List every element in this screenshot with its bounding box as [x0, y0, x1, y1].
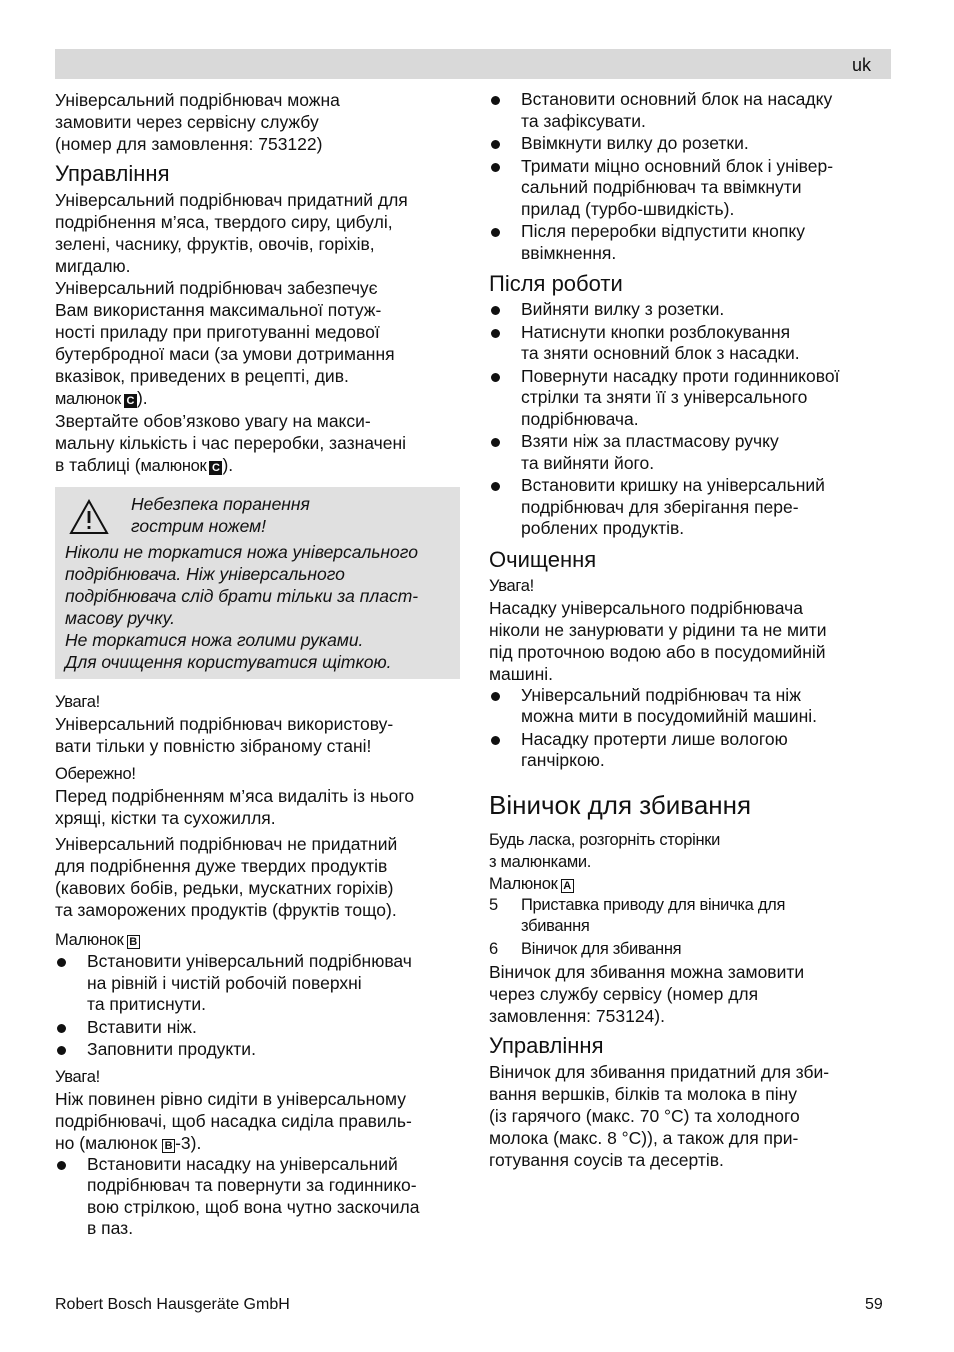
careful-text-2: Універсальний подрібнювач не придатний для подрібнення дуже твердих продуктів (кавових бобів, редьки, мускатних горіхів) та заморожених продуктів (фруктів тощо).: [55, 834, 398, 920]
figure-a-badge: A: [561, 879, 574, 893]
heading-control-2: Управління: [489, 1033, 604, 1058]
steps-clean-list: [489, 685, 891, 772]
list-item: Ввімкнути вилку до розетки.: [489, 133, 891, 155]
list-item: Після переробки відпустити кнопку ввімкнення.: [489, 221, 891, 264]
heading-whisk: Віничок для збивання: [489, 789, 752, 820]
heading-after-use: Після роботи: [489, 271, 623, 296]
warning-header: Небезпека поранення гострим ножем!: [65, 493, 450, 541]
attention-text-1: Універсальний подрібнювач використову- вати тільки у повністю зібраному стані!: [55, 714, 394, 756]
attention-text-2: Ніж повинен рівно сидіти в універсальному подрібнювачі, щоб насадка сиділа правиль- но (малюнок B -3).: [55, 1088, 412, 1153]
figure-b-label: Малюнок B: [55, 929, 460, 951]
careful-text-1: Перед подрібненням м’яса видаліть із нього хрящі, кістки та сухожилля.: [55, 786, 415, 828]
figure-a-label: Малюнок A: [489, 873, 891, 895]
figure-c-badge: C: [209, 461, 222, 475]
list-item: Встановити універсальний подрібнювач на рівній і чистій робочій поверхні та притиснути.: [55, 951, 460, 1016]
part-number: 6: [489, 939, 498, 958]
list-item: Встановити основний блок на насадку та зафіксувати.: [489, 89, 891, 132]
steps-c-list: [55, 1154, 460, 1240]
list-item: Натиснути кнопки розблокування та зняти основний блок з насадки.: [489, 322, 891, 365]
whisk-usage: Віничок для збивання придатний для зби- вання вершків, білків та молока в піну (із гарячого (макс. 70 °C) та холодного молока (макс. 8 °C)), а також для при- готування соусів та десертів.: [489, 1062, 830, 1170]
list-item: Вставити ніж.: [55, 1017, 460, 1039]
control-paragraph-1: Універсальний подрібнювач придатний для подрібнення м’яса, твердого сиру, цибулі, зелені, часнику, фруктів, овочів, горіхів, мигдалю.: [55, 190, 408, 276]
part-item: 5 Приставка приводу для віничка для збивання: [489, 895, 786, 935]
attention-label-2: Увага!: [55, 1067, 100, 1086]
part-item: 6 Віничок для збивання: [489, 939, 891, 961]
left-column: [55, 89, 460, 1241]
careful-label: Обережно!: [55, 765, 136, 783]
language-bar: [55, 49, 891, 79]
heading-control: Управління: [55, 161, 170, 186]
figure-c-badge: C: [124, 394, 137, 408]
warning-triangle-icon: [69, 499, 109, 535]
unfold-note: Будь ласка, розгорніть сторінки з малюнками.: [489, 830, 721, 871]
cleaning-text: Насадку універсального подрібнювача ніколи не занурювати у рідини та не мити під проточною водою або в посудомийній машині.: [489, 597, 827, 684]
list-item: Заповнити продукти.: [55, 1039, 460, 1061]
list-item: Повернути насадку проти годинникової стрілки та зняти її з універсального подрібнювача.: [489, 366, 891, 431]
right-column: [489, 89, 891, 1171]
whisk-order-info: Віничок для збивання можна замовити через службу сервісу (номер для замовлення: 753124).: [489, 962, 805, 1026]
warning-box: [55, 487, 460, 679]
list-item: Тримати міцно основний блок і універ- сальний подрібнювач та ввімкнути прилад (турбо-швидкість).: [489, 156, 891, 221]
list-item: Універсальний подрібнювач та ніж можна мити в посудомийній машині.: [489, 685, 891, 728]
list-item: Встановити кришку на універсальний подрібнювач для зберігання пере- роблених продуктів.: [489, 475, 891, 540]
order-info: Універсальний подрібнювач можна замовити через сервісну службу (номер для замовлення: 753122): [55, 90, 340, 154]
list-item: Вийняти вилку з розетки.: [489, 299, 891, 321]
figure-b-badge: B: [127, 935, 140, 949]
part-number: 5: [489, 895, 498, 914]
heading-cleaning: Очищення: [489, 546, 597, 572]
language-code: uk: [851, 55, 871, 75]
parts-list: [489, 895, 891, 961]
attention-label: Увага!: [55, 693, 100, 711]
steps-b-list: [55, 951, 460, 1061]
warning-body: Ніколи не торкатися ножа універсального подрібнювача. Ніж універсального подрібнювача слід брати тільки за пласт- масову ручку. Не торкатися ножа голими руками. Для очищення користуватися щіткою.: [65, 542, 419, 672]
warning-title: Небезпека поранення: [131, 494, 310, 514]
figure-ref-label: малюнок: [140, 457, 207, 475]
list-item: Насадку протерти лише вологою ганчіркою.: [489, 729, 891, 772]
page-number: 59: [865, 1296, 883, 1313]
control-paragraph-3: Звертайте обов’язково увагу на макси- мальну кількість і час переробки, зазначені в таблиці (малюнок C ).: [55, 411, 407, 475]
list-item: Встановити насадку на універсальний подрібнювач та повернути за годиннико- вою стрілкою, щоб вона чутно заскочила в паз.: [55, 1154, 460, 1240]
attention-label-3: Увага!: [489, 576, 534, 595]
figure-ref-label: малюнок: [55, 390, 121, 408]
control-paragraph-2: Універсальний подрібнювач забезпечує Вам використання максимальної потуж- ності приладу при приготуванні медової бутербродної маси (за умови дотримання вказівок, приведених в рецепті, див. малюнок C ).: [55, 278, 395, 408]
steps-after-list: [489, 299, 891, 540]
list-item: Взяти ніж за пластмасову ручку та вийняти його.: [489, 431, 891, 474]
figure-b-badge: B: [162, 1139, 175, 1153]
steps-a-list: [489, 89, 891, 264]
footer-company: Robert Bosch Hausgeräte GmbH: [55, 1296, 290, 1313]
